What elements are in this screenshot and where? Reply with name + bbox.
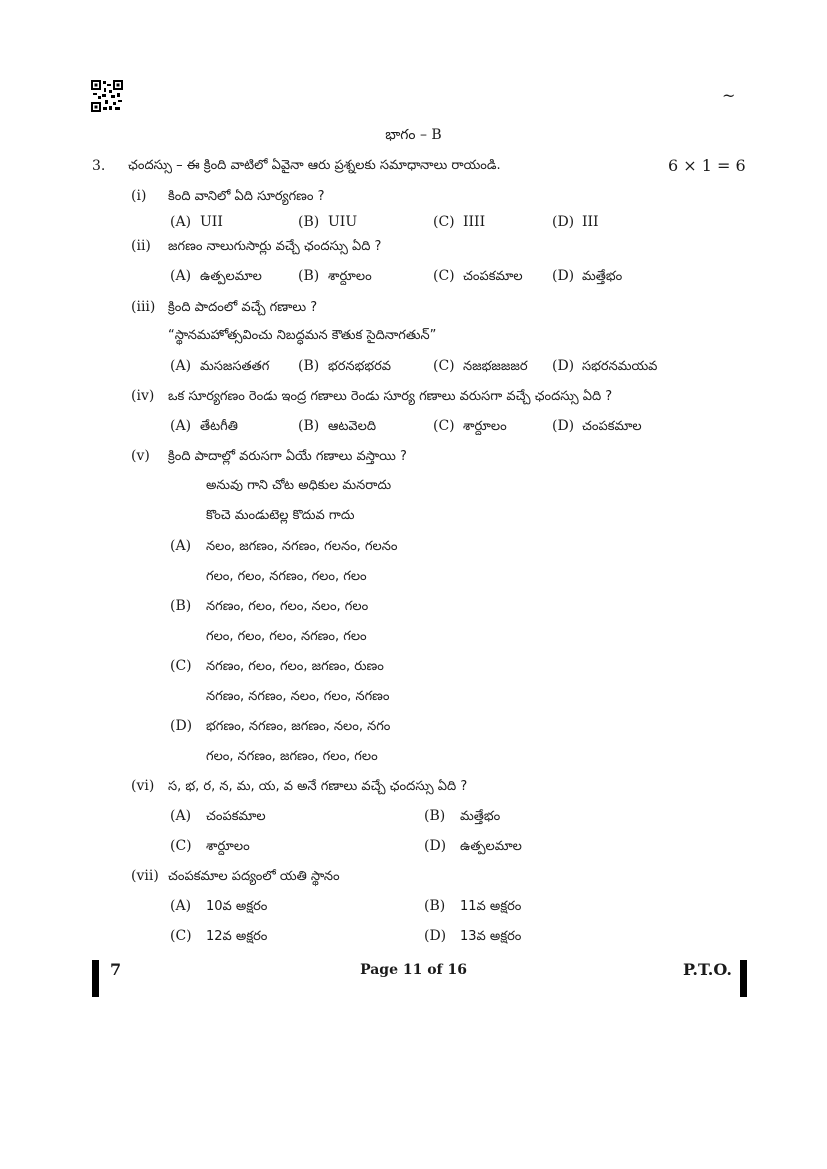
option-d — [552, 358, 657, 377]
question-number: 3. — [92, 158, 106, 174]
option-a — [170, 418, 238, 437]
option-label: (C) — [433, 358, 455, 374]
subq-text: క్రింది పాదాల్లో వరుసగా ఏయే గణాలు వస్తాయి ? — [168, 449, 407, 464]
option-text: తేటగీతి — [200, 419, 238, 434]
option-label: (A) — [170, 538, 192, 554]
subq-number: (v) — [131, 448, 150, 464]
option-d — [424, 838, 522, 857]
option-a — [170, 898, 267, 917]
option-label: (D) — [552, 358, 575, 374]
option-c — [170, 658, 200, 674]
option-text: సభరనమయవ — [582, 359, 658, 374]
option-b — [298, 268, 372, 287]
option-text: ఉత్పలమాల — [460, 839, 522, 854]
subq-number: (iii) — [131, 299, 156, 315]
option-b — [424, 898, 521, 917]
option-a — [170, 358, 269, 377]
option-a — [170, 268, 262, 287]
pto-label: P.T.O. — [683, 960, 732, 979]
option-c — [433, 268, 523, 287]
option-label: (B) — [298, 268, 320, 284]
option-c — [433, 358, 528, 377]
subq-text: జగణం నాలుగుసార్లు వచ్చే ఛందస్సు ఏది ? — [168, 239, 382, 254]
option-text: UII — [200, 214, 223, 230]
option-text: IIII — [463, 214, 486, 230]
subq-number: (iv) — [131, 388, 155, 404]
option-label: (A) — [170, 214, 192, 230]
option-text: గలం, గలం, నగణం, గలం, గలం — [206, 569, 367, 584]
subq-text: స, భ, ర, న, మ, య, వ అనే గణాలు వచ్చే ఛందస్సు ఏది ? — [168, 779, 468, 794]
option-b — [424, 808, 500, 827]
option-text: ఆటవెలది — [328, 419, 377, 434]
option-label: (B) — [298, 214, 320, 230]
option-a — [170, 538, 200, 554]
option-text: నలం, జగణం, నగణం, గలనం, గలనం — [206, 539, 398, 554]
option-c — [433, 214, 485, 230]
option-text: శార్దూలం — [463, 419, 507, 434]
option-text: UIU — [328, 214, 358, 230]
footer-right-bar — [740, 960, 747, 997]
option-text: భగణం, నగణం, జగణం, నలం, నగం — [206, 719, 391, 734]
option-text: నగణం, నగణం, నలం, గలం, నగణం — [206, 689, 390, 704]
option-label: (D) — [170, 718, 193, 734]
option-c — [433, 418, 507, 437]
option-label: (C) — [433, 214, 455, 230]
option-label: (D) — [424, 838, 447, 854]
option-c — [170, 928, 267, 947]
option-text: ఉత్పలమాల — [200, 269, 262, 284]
verse-line: కొంచె మండుటెల్ల కొదువ గాదు — [206, 508, 355, 523]
option-text: చంపకమాల — [206, 809, 266, 824]
subq-number: (i) — [131, 188, 147, 204]
option-b — [298, 214, 357, 230]
option-text: చంపకమాల — [463, 269, 523, 284]
option-label: (D) — [424, 928, 447, 944]
option-text: 10వ అక్షరం — [206, 899, 268, 914]
option-label: (B) — [298, 418, 320, 434]
verse-line: అనువు గాని చోట అధికుల మనరాదు — [206, 478, 392, 493]
option-label: (C) — [433, 418, 455, 434]
footer-code: 7 — [110, 960, 122, 979]
option-label: (C) — [433, 268, 455, 284]
option-text: మత్తేభం — [582, 269, 623, 284]
option-text: III — [582, 214, 599, 230]
option-label: (A) — [170, 268, 192, 284]
option-text: శార్దూలం — [328, 269, 372, 284]
option-text: 11వ అక్షరం — [460, 899, 522, 914]
option-text: గలం, గలం, గలం, నగణం, గలం — [206, 629, 367, 644]
option-text: నజభజజజర — [463, 359, 528, 374]
subq-number: (vii) — [131, 868, 159, 884]
option-label: (C) — [170, 658, 192, 674]
option-text: మసజసతతగ — [200, 359, 270, 374]
option-text: గలం, నగణం, జగణం, గలం, గలం — [206, 749, 378, 764]
option-b — [298, 418, 376, 437]
option-text: 12వ అక్షరం — [206, 929, 268, 944]
option-label: (B) — [170, 598, 192, 614]
option-text: చంపకమాల — [582, 419, 642, 434]
option-text: మత్తేభం — [460, 809, 501, 824]
question-instruction: ఛందస్సు – ఈ క్రింది వాటిలో ఏవైనా ఆరు ప్రశ్నలకు సమాధానాలు రాయండి. — [128, 158, 501, 173]
marks-label: 6 × 1 = 6 — [668, 156, 746, 175]
subq-quote: “స్థానమహోత్సవించు నిబద్ధమన కౌతుక సైదినాగతున్” — [168, 328, 437, 343]
option-d — [424, 928, 521, 947]
option-label: (A) — [170, 358, 192, 374]
option-d — [170, 718, 200, 734]
option-d — [552, 418, 642, 437]
option-text: నగణం, గలం, గలం, నలం, గలం — [206, 599, 369, 614]
option-label: (A) — [170, 808, 192, 824]
subq-text: కింది వానిలో ఏది సూర్యగణం ? — [168, 189, 325, 204]
option-b — [298, 358, 391, 377]
corner-mark: ~ — [722, 86, 736, 105]
option-label: (A) — [170, 898, 192, 914]
option-text: నగణం, గలం, గలం, జగణం, రుణం — [206, 659, 384, 674]
option-d — [552, 214, 599, 230]
subq-number: (vi) — [131, 778, 155, 794]
option-b — [170, 598, 200, 614]
option-text: శార్దూలం — [206, 839, 250, 854]
option-a — [170, 214, 223, 230]
option-label: (C) — [170, 838, 192, 854]
option-label: (D) — [552, 418, 575, 434]
section-title: భాగం – B — [385, 127, 442, 143]
option-label: (B) — [424, 808, 446, 824]
option-a — [170, 808, 266, 827]
option-label: (C) — [170, 928, 192, 944]
page-number: Page 11 of 16 — [360, 962, 467, 978]
option-label: (D) — [552, 214, 575, 230]
subq-text: క్రింది పాదంలో వచ్చే గణాలు ? — [168, 300, 318, 315]
qr-code — [91, 80, 123, 112]
option-text: 13వ అక్షరం — [460, 929, 522, 944]
subq-text: ఒక సూర్యగణం రెండు ఇంద్ర గణాలు రెండు సూర్య గణాలు వరుసగా వచ్చే ఛందస్సు ఏది ? — [168, 389, 613, 404]
option-c — [170, 838, 250, 857]
option-text: భరనభభరవ — [328, 359, 392, 374]
option-label: (B) — [298, 358, 320, 374]
option-label: (D) — [552, 268, 575, 284]
subq-number: (ii) — [131, 238, 151, 254]
option-d — [552, 268, 622, 287]
option-label: (A) — [170, 418, 192, 434]
option-label: (B) — [424, 898, 446, 914]
subq-text: చంపకమాల పద్యంలో యతి స్థానం — [168, 869, 340, 884]
